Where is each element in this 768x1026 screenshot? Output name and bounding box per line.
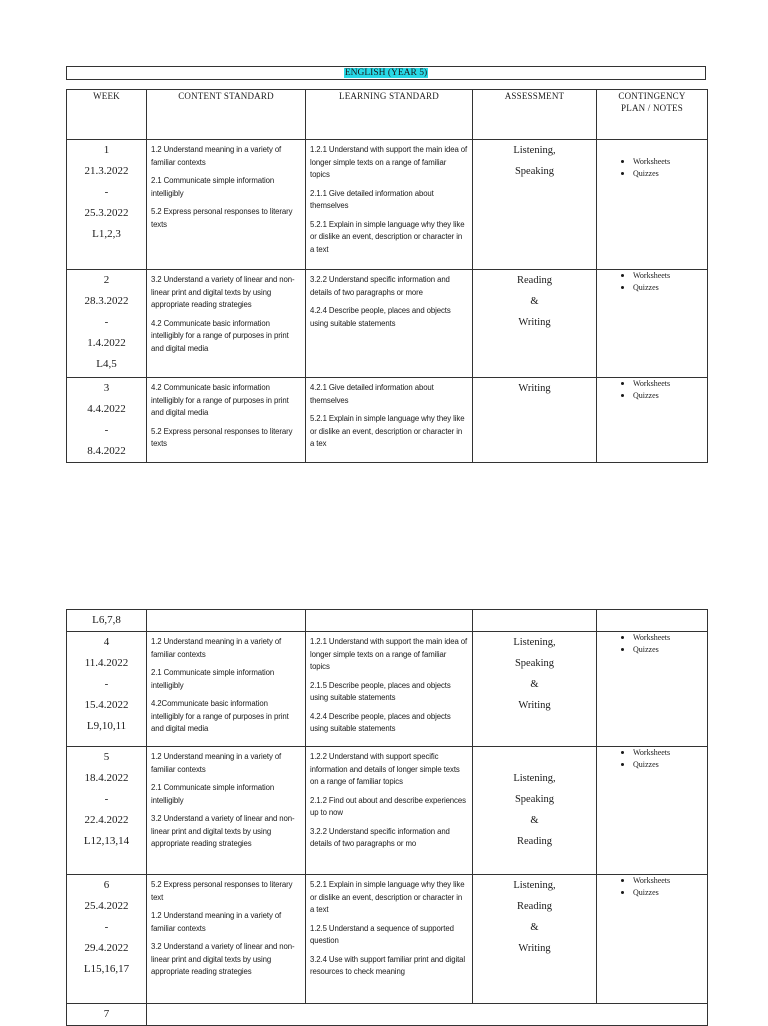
week-line: 25.4.2022 [84,900,129,912]
week-line: - [104,678,109,690]
content-standard-item: 2.1 Communicate simple information intelligibly [151,668,275,690]
learning-standard-cell [306,378,473,463]
table-row [67,1004,708,1026]
content-standard-item: 3.2 Understand a variety of linear and non-linear print and digital texts by using appropriate reading strategies [151,942,295,976]
week-cell [67,747,147,875]
assessment-line: Speaking [514,166,555,177]
learning-standard-item: 3.2.2 Understand specific information and details of two paragraphs or more [310,275,450,297]
learning-standard-item: 3.2.2 Understand specific information and details of two paragraphs or mo [310,826,450,848]
content-standard-cell [147,747,306,875]
week-line: 4 [103,636,110,648]
contingency-list [597,140,707,179]
header-assessment: ASSESSMENT [473,90,597,140]
week-line: 6 [103,879,110,891]
week-cell [67,270,147,378]
header-content-standard: CONTENT STANDARD [147,90,306,140]
assessment-line [473,747,596,768]
learning-standard-item: 2.1.1 Give detailed information about themselves [310,188,434,210]
contingency-list [597,632,707,655]
contingency-item: Quizzes [633,644,707,656]
content-standard-item: 1.2 Understand meaning in a variety of familiar contexts [151,911,282,933]
assessment-cell [473,378,597,463]
week-line: L12,13,14 [83,835,130,847]
week-line: - [104,186,109,198]
table-header-row [67,90,708,140]
table-row [67,747,708,875]
week-line: 21.3.2022 [84,165,129,177]
contingency-item: Quizzes [633,887,707,899]
content-standard-cell [147,632,306,747]
contingency-item: Quizzes [633,759,707,771]
table-row [67,270,708,378]
table-row [67,610,708,632]
assessment-cell [473,747,597,875]
contingency-plan-cell [597,747,708,875]
assessment-cell [473,140,597,270]
assessment-cell [473,875,597,1004]
contingency-list [597,378,707,401]
learning-standard-cell [306,632,473,747]
content-standard-item: 3.2 Understand a variety of linear and non-linear print and digital texts by using appropriate reading strategies [151,814,295,848]
week-cell: L6,7,8 [67,610,147,632]
assessment-line: & [530,922,539,933]
learning-standard-item: 2.1.2 Find out about and describe experiences up to now [310,795,466,817]
learning-standard-item: 5.2.1 Explain in simple language why they like or dislike an event, description or character in a text [310,880,465,914]
learning-standard-cell [306,270,473,378]
header-week: WEEK [67,90,147,140]
assessment-cell [473,632,597,747]
content-standard-item: 1.2 Understand meaning in a variety of familiar contexts [151,637,282,659]
table-row [67,140,708,270]
content-standard-item: 5.2 Express personal responses to literary text [151,880,293,902]
contingency-item: Quizzes [633,282,707,294]
assessment-line: Speaking [514,658,555,669]
assessment-line: Reading [517,275,552,286]
contingency-item: Quizzes [633,390,707,402]
week-line: L4,5 [96,358,117,370]
assessment-line: Listening, [513,637,556,648]
week-line: L15,16,17 [83,963,130,975]
assessment-line: Speaking [514,794,555,805]
content-standard-item: 1.2 Understand meaning in a variety of familiar contexts [151,752,282,774]
learning-standard-item: 2.1.5 Describe people, places and objects using suitable statements [310,680,451,702]
week-line: 11.4.2022 [84,657,129,669]
contingency-plan-cell [597,140,708,270]
contingency-list [597,270,707,293]
week-line: - [104,921,109,933]
assessment-line: Listening, [513,880,556,891]
assessment-line: & [530,296,539,307]
week-cell [67,875,147,1004]
learning-standard-item: 1.2.5 Understand a sequence of supported question [310,923,454,945]
week-line: 3 [103,382,110,394]
assessment-line: Listening, [513,145,556,156]
week-line: 2 [103,274,110,286]
content-standard-item: 4.2 Communicate basic information intelligibly for a range of purposes in print and digital media [151,318,289,353]
week-line: 22.4.2022 [84,814,129,826]
week-cell: 7 [67,1004,147,1026]
week-line: - [104,424,109,436]
week-line: L9,10,11 [86,720,127,732]
content-standard-item: 4.2Communicate basic information intelligibly for a range of purposes in print and digital media [151,699,289,733]
contingency-item: Worksheets [633,156,707,168]
learning-standard-item: 1.2.1 Understand with support the main idea of longer simple texts on a range of familiar topics [310,145,468,179]
table-row [67,378,708,463]
learning-standard-item: 3.2.4 Use with support familiar print and digital resources to check meaning [310,954,466,976]
content-standard-item: 4.2 Communicate basic information intelligibly for a range of purposes in print and digital media [151,383,289,417]
week-line: 8.4.2022 [87,445,126,457]
header-learning-standard: LEARNING STANDARD [306,90,473,140]
assessment-line: Writing [518,317,551,328]
table-row [67,875,708,1004]
week-line: 18.4.2022 [84,772,129,784]
content-standard-cell [147,875,306,1004]
content-standard-cell [147,140,306,270]
title-text: ENGLISH (YEAR 5) [344,68,428,78]
content-standard-item: 5.2 Express personal responses to literary texts [151,207,293,229]
assessment-line: Writing [518,943,551,954]
week-line: 29.4.2022 [84,942,129,954]
contingency-item: Worksheets [633,875,707,887]
learning-standard-item: 1.2.1 Understand with support the main idea of longer simple texts on a range of familiar topics [310,637,468,671]
learning-standard-cell [306,875,473,1004]
contingency-item: Quizzes [633,168,707,180]
week-line: 28.3.2022 [84,295,129,307]
assessment-line: Writing [518,383,551,394]
week-cell [67,378,147,463]
week-cell [67,140,147,270]
week-line: 25.3.2022 [84,207,129,219]
document-title [66,66,706,80]
content-standard-item: 2.1 Communicate simple information intelligibly [151,176,275,198]
table-row [67,632,708,747]
content-standard-item: 3.2 Understand a variety of linear and non-linear print and digital texts by using appropriate reading strategies [151,275,295,309]
week-cell [67,632,147,747]
lesson-plan-table-2 [66,609,708,1026]
assessment-line: & [530,815,539,826]
contingency-item: Worksheets [633,632,707,644]
contingency-item: Worksheets [633,747,707,759]
assessment-line: Reading [517,901,552,912]
contingency-item: Worksheets [633,270,707,282]
content-standard-cell [147,378,306,463]
contingency-list [597,747,707,770]
learning-standard-item: 4.2.4 Describe people, places and objects using suitable statements [310,306,451,328]
week-line: - [104,316,109,328]
learning-standard-cell [306,747,473,875]
contingency-plan-cell [597,270,708,378]
learning-standard-item: 4.2.4 Describe people, places and objects using suitable statements [310,711,451,733]
assessment-line: Reading [517,836,552,847]
content-standard-item: 1.2 Understand meaning in a variety of familiar contexts [151,145,282,167]
contingency-item: Worksheets [633,378,707,390]
learning-standard-cell [306,140,473,270]
header-contingency-plan: CONTINGENCY PLAN / NOTES [597,90,708,140]
week-line: L1,2,3 [92,228,121,240]
contingency-plan-cell [597,875,708,1004]
contingency-list [597,875,707,898]
learning-standard-item: 4.2.1 Give detailed information about themselves [310,383,434,405]
week-line: 15.4.2022 [84,699,129,711]
empty-merged-cell [147,1004,708,1026]
assessment-line: & [530,679,539,690]
contingency-plan-cell [597,378,708,463]
learning-standard-item: 5.2.1 Explain in simple language why they like or dislike an event, description or character in a text [310,219,465,254]
week-line: - [104,793,109,805]
content-standard-cell [147,270,306,378]
week-line: 1.4.2022 [87,337,126,349]
week-line: 5 [103,751,110,763]
assessment-line: Writing [518,700,551,711]
content-standard-item: 2.1 Communicate simple information intelligibly [151,783,275,805]
contingency-plan-cell [597,632,708,747]
content-standard-item: 5.2 Express personal responses to literary texts [151,426,293,448]
week-line: 1 [103,144,110,156]
lesson-plan-table-1 [66,89,708,463]
assessment-line: Listening, [513,773,556,784]
learning-standard-item: 5.2.1 Explain in simple language why they like or dislike an event, description or character in a tex [310,414,465,448]
assessment-cell [473,270,597,378]
week-line: 4.4.2022 [87,403,126,415]
learning-standard-item: 1.2.2 Understand with support specific information and details of longer simple texts on a range of familiar topics [310,752,460,786]
